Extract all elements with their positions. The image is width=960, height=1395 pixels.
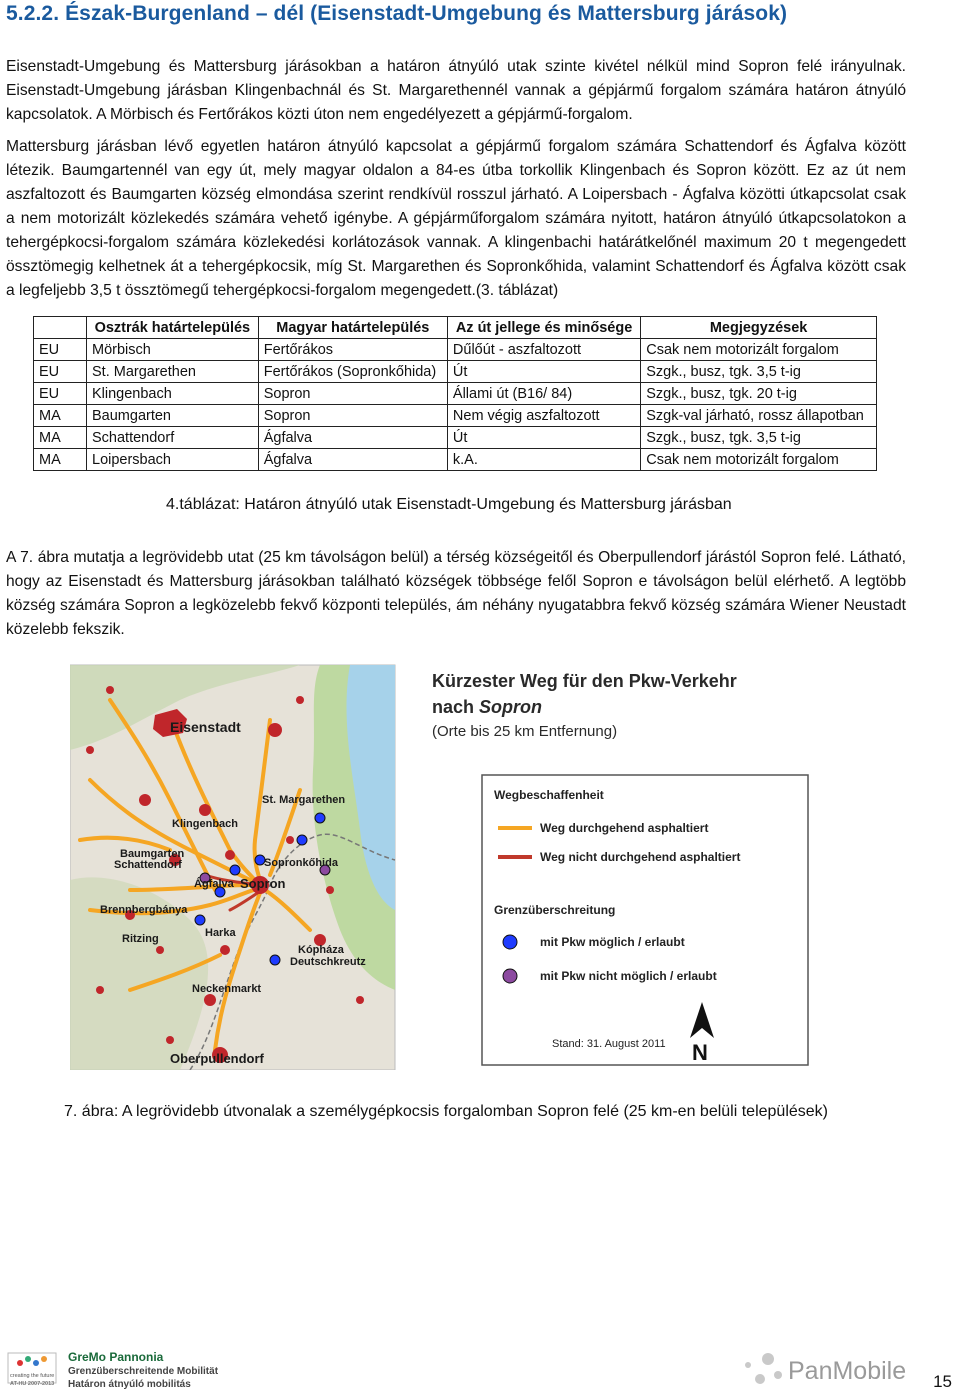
label-eisenstadt: Eisenstadt xyxy=(170,719,241,735)
page-footer xyxy=(0,1345,960,1395)
label-agfalva: Ágfalva xyxy=(194,878,234,890)
table-row xyxy=(34,449,877,471)
gremo-pannonia-logo xyxy=(8,1350,219,1390)
table-caption: 4.táblázat: Határon átnyúló utak Eisenstadt-Umgebung és Mattersburg járásban xyxy=(166,496,732,513)
crossing-allowed-icon xyxy=(297,835,307,845)
figure-caption: 7. ábra: A legrövidebb útvonalak a személygépkocsis forgalomban Sopron felé (25 km-en belüli települések) xyxy=(64,1103,828,1120)
table-cell: Szgk-val járható, rossz állapotban xyxy=(641,405,877,427)
table-cell: Ágfalva xyxy=(258,427,447,449)
legend-allowed-icon xyxy=(503,935,517,949)
table-cell: Loipersbach xyxy=(87,449,259,471)
table-cell: MA xyxy=(34,427,87,449)
panmobile-wordmark: PanMobile xyxy=(788,1357,907,1385)
table-header-cell: Megjegyzések xyxy=(641,317,877,339)
table-header-cell: Magyar határtelepülés xyxy=(258,317,447,339)
table-cell: Mörbisch xyxy=(87,339,259,361)
crossing-allowed-icon xyxy=(195,915,205,925)
footer-logo-subtitle-hu: Határon átnyúló mobilitás xyxy=(68,1379,191,1390)
legend-title-border: Grenzüberschreitung xyxy=(494,903,616,917)
map-legend xyxy=(482,775,808,1065)
page-number: 15 xyxy=(933,1372,952,1391)
north-label: N xyxy=(692,1040,708,1065)
table-cell: Dűlőút - aszfaltozott xyxy=(447,339,640,361)
footer-logo-title: GreMo Pannonia xyxy=(68,1350,164,1364)
label-sopron: Sopron xyxy=(240,876,286,891)
table-row xyxy=(34,427,877,449)
map xyxy=(70,665,395,1070)
crossing-allowed-icon xyxy=(270,955,280,965)
table-cell: k.A. xyxy=(447,449,640,471)
table-cell: Csak nem motorizált forgalom xyxy=(641,339,877,361)
table-header-cell: Az út jellege és minősége xyxy=(447,317,640,339)
figure-title-prefix: nach xyxy=(432,697,480,717)
label-sopronkohida: Sopronkőhida xyxy=(264,857,338,869)
paragraph-figure-intro: A 7. ábra mutatja a legrövidebb utat (25 km távolságon belül) a térség községeitől és Oberpullendorf járástól Sopron felé. Látható, hogy az Eisenstadt és Mattersburg járásokban található községek többsége felől Sopron e távolságon belül elérhető. A legtöbb község számára Sopron a legközelebb fekvő központi település, ám néhány nyugatabbra fekvő község számára Wiener Neustadt közelebb fekszik. xyxy=(6,549,906,638)
paragraph-intro: Eisenstadt-Umgebung és Mattersburg járásokban a határon átnyúló utak szinte kivétel nélkül mind Sopron felé irányulnak. Eisenstadt-Umgebung járásban Klingenbachnál és St. Margarethennél vannak a gépjármű forgalom számára határon átnyúló kapcsolatok. A Mörbisch és Fertőrákos közti úton nem engedélyezett a gépjármű-forgalom. xyxy=(6,58,906,123)
panmobile-logo xyxy=(745,1353,906,1385)
table-cell: Út xyxy=(447,361,640,383)
table-cell: Állami út (B16/ 84) xyxy=(447,383,640,405)
figure-title: Kürzester Weg für den Pkw-Verkehr xyxy=(432,671,737,691)
table-header-cell: Osztrák határtelepülés xyxy=(87,317,259,339)
label-oberpullendorf: Oberpullendorf xyxy=(170,1051,264,1066)
table-cell: Szgk., busz, tgk. 3,5 t-ig xyxy=(641,361,877,383)
crossing-allowed-icon xyxy=(230,865,240,875)
label-baumgarten: Baumgarten xyxy=(120,848,185,860)
legend-border-forbidden: mit Pkw nicht möglich / erlaubt xyxy=(540,969,717,983)
label-klingenbach: Klingenbach xyxy=(172,818,239,830)
label-harka: Harka xyxy=(205,927,236,939)
figure-title-city: Sopron xyxy=(479,697,543,717)
legend-road-paved: Weg durchgehend asphaltiert xyxy=(540,821,709,835)
figure-title-line2 xyxy=(432,697,542,717)
table-header-cell xyxy=(34,317,87,339)
table-cell: Fertőrákos xyxy=(258,339,447,361)
label-schattendorf: Schattendorf xyxy=(114,859,182,871)
table-cell: EU xyxy=(34,383,87,405)
table-cell: Ágfalva xyxy=(258,449,447,471)
legend-forbidden-icon xyxy=(503,969,517,983)
legend-stand-date: Stand: 31. August 2011 xyxy=(552,1038,666,1050)
table-row xyxy=(34,383,877,405)
table-cell: Csak nem motorizált forgalom xyxy=(641,449,877,471)
table-cell: EU xyxy=(34,339,87,361)
table-cell: MA xyxy=(34,449,87,471)
table-cell: Szgk., busz, tgk. 20 t-ig xyxy=(641,383,877,405)
badge-line1: creating the future xyxy=(10,1373,55,1379)
label-neckenmarkt: Neckenmarkt xyxy=(192,983,262,995)
legend-title-road: Wegbeschaffenheit xyxy=(494,788,604,802)
table-cell: Sopron xyxy=(258,383,447,405)
table-cell: Nem végig aszfaltozott xyxy=(447,405,640,427)
crossing-allowed-icon xyxy=(315,813,325,823)
table-cell: EU xyxy=(34,361,87,383)
table-row xyxy=(34,339,877,361)
table-cell: Út xyxy=(447,427,640,449)
table-row xyxy=(34,361,877,383)
table-cell: Klingenbach xyxy=(87,383,259,405)
table-cell: MA xyxy=(34,405,87,427)
table-cell: Schattendorf xyxy=(87,427,259,449)
legend-border-allowed: mit Pkw möglich / erlaubt xyxy=(540,935,685,949)
panmobile-dots-icon xyxy=(745,1353,782,1384)
section-heading: 5.2.2. Észak-Burgenland – dél (Eisenstadt-Umgebung és Mattersburg járások) xyxy=(6,2,788,25)
label-deutschkreutz: Deutschkreutz xyxy=(290,956,366,968)
label-ritzing: Ritzing xyxy=(122,933,159,945)
table-cell: Szgk., busz, tgk. 3,5 t-ig xyxy=(641,427,877,449)
label-brennbergbanya: Brennbergbánya xyxy=(100,904,188,916)
shortest-route-map-figure xyxy=(70,660,912,1070)
label-kophaza: Kópháza xyxy=(298,944,344,956)
table-cell: Baumgarten xyxy=(87,405,259,427)
paragraph-mattersburg: Mattersburg járásban lévő egyetlen határon átnyúló kapcsolat a gépjármű forgalom számára Schattendorf és Ágfalva között létezik. Baumgartennél van egy út, mely magyar oldalon a 84-es útba torkollik Klingenbach és Sopron között. Ez az út nem aszfaltozott és Baumgarten község elmondása szerint rendkívül rosszul járható. A Loipersbach - Ágfalva közötti útkapcsolat csak a nem motorizált közlekedés számára vehető igénybe. A gépjárműforgalom számára nyitott, határon átnyúló útkapcsolatokon a tehergépkocsi-forgalom számára közlekedési korlátozások vannak. A klingenbachi határátkelőnél maximum 20 t megengedett össztömegig kelhetnek át a tehergépkocsik, míg St. Margarethen és Sopronkőhida, valamint Schattendorf és Ágfalva között csak a legfeljebb 3,5 t össztömegű tehergépkocsi-forgalom megengedett.(3. táblázat) xyxy=(6,138,906,299)
figure-subtitle: (Orte bis 25 km Entfernung) xyxy=(432,723,618,740)
table-row xyxy=(34,405,877,427)
table-header-row xyxy=(34,317,877,339)
legend-road-unpaved: Weg nicht durchgehend asphaltiert xyxy=(540,850,741,864)
footer-logo-subtitle-de: Grenzüberschreitende Mobilität xyxy=(68,1366,219,1377)
table-cell: St. Margarethen xyxy=(87,361,259,383)
label-st-margarethen: St. Margarethen xyxy=(262,794,346,806)
badge-line2: AT-HU 2007-2013 xyxy=(10,1381,55,1387)
table-cell: Sopron xyxy=(258,405,447,427)
border-roads-table xyxy=(33,316,877,471)
table-cell: Fertőrákos (Sopronkőhida) xyxy=(258,361,447,383)
